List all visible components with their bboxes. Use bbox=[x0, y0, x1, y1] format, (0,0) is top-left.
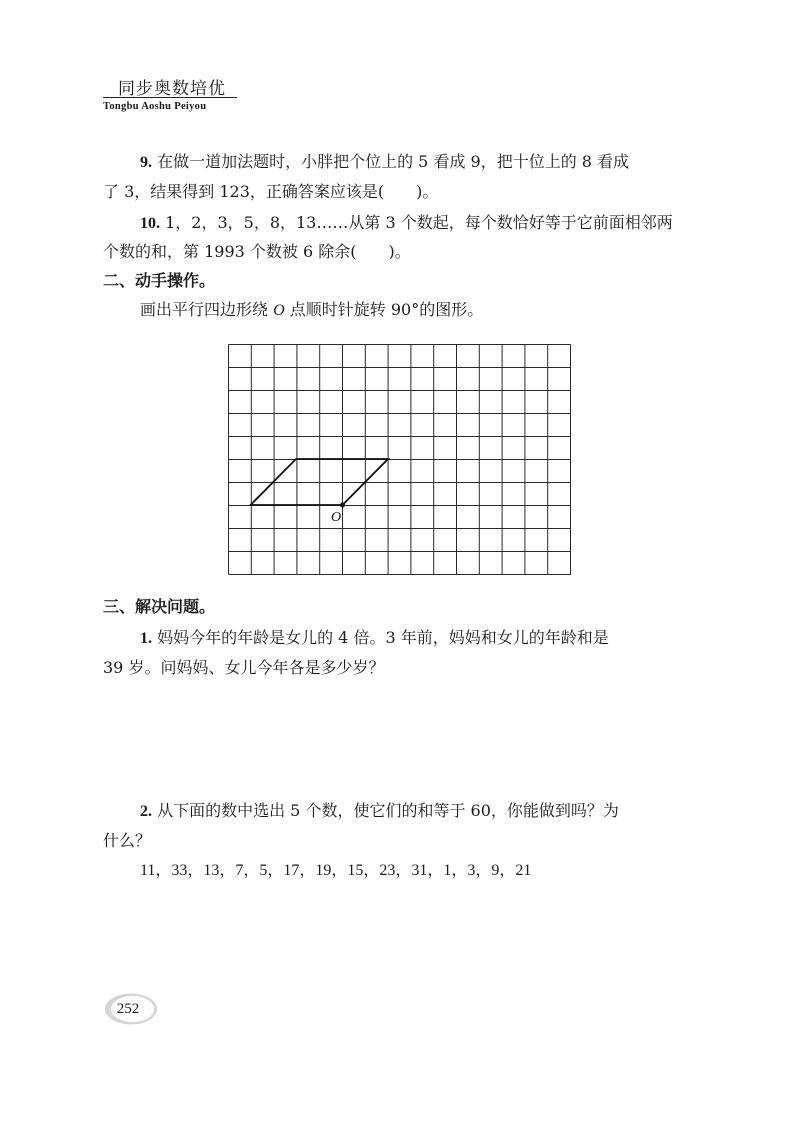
problem-1-number: 1. bbox=[140, 630, 152, 647]
question-10-line-2: 个数的和，第 1993 个数被 6 除余( )。 bbox=[103, 242, 411, 261]
problem-1-text-1: 妈妈今年的年龄是女儿的 4 倍。3 年前，妈妈和女儿的年龄和是 bbox=[157, 628, 609, 647]
problem-1-line-2: 39 岁。问妈妈、女儿今年各是多少岁？ bbox=[103, 658, 385, 677]
grid-lines bbox=[229, 345, 571, 575]
question-9-number: 9. bbox=[140, 154, 152, 171]
question-9-line-1 bbox=[140, 152, 629, 173]
page-number: 252 bbox=[116, 1001, 140, 1017]
question-10-number: 10. bbox=[140, 215, 160, 232]
header-divider bbox=[103, 97, 237, 98]
instruction-point-o: O bbox=[273, 302, 285, 319]
question-10-text-1: 1，2，3，5，8，13……从第 3 个数起，每个数恰好等于它前面相邻两 bbox=[165, 213, 673, 232]
point-o-label: O bbox=[331, 510, 342, 525]
section-2-heading: 二、动手操作。 bbox=[103, 271, 216, 290]
section-3-heading: 三、解决问题。 bbox=[103, 597, 216, 616]
problem-2-text-1: 从下面的数中选出 5 个数，使它们的和等于 60，你能做到吗？为 bbox=[157, 801, 619, 820]
drawing-grid bbox=[226, 344, 572, 580]
problem-2-line-2: 什么？ bbox=[103, 831, 152, 850]
question-10-line-1 bbox=[140, 213, 673, 234]
question-9-text-1: 在做一道加法题时，小胖把个位上的 5 看成 9，把十位上的 8 看成 bbox=[157, 152, 630, 171]
grid-svg bbox=[226, 344, 572, 576]
question-9-line-2: 了 3，结果得到 123，正确答案应该是( )。 bbox=[103, 182, 439, 201]
section-2-instruction bbox=[140, 300, 483, 321]
problem-2-line-1 bbox=[140, 801, 619, 822]
instruction-text-b: 点顺时针旋转 90°的图形。 bbox=[284, 300, 484, 319]
book-series-title: 同步奥数培优 bbox=[118, 79, 226, 99]
problem-2-number-list: 11，33，13，7，5，17，19，15，23，31，1，3，9，21 bbox=[140, 862, 532, 879]
book-series-pinyin: Tongbu Aoshu Peiyou bbox=[103, 101, 207, 112]
problem-2-number: 2. bbox=[140, 803, 152, 820]
problem-1-line-1 bbox=[140, 628, 609, 649]
point-o-dot bbox=[340, 503, 345, 508]
instruction-text-a: 画出平行四边形绕 bbox=[140, 300, 274, 319]
